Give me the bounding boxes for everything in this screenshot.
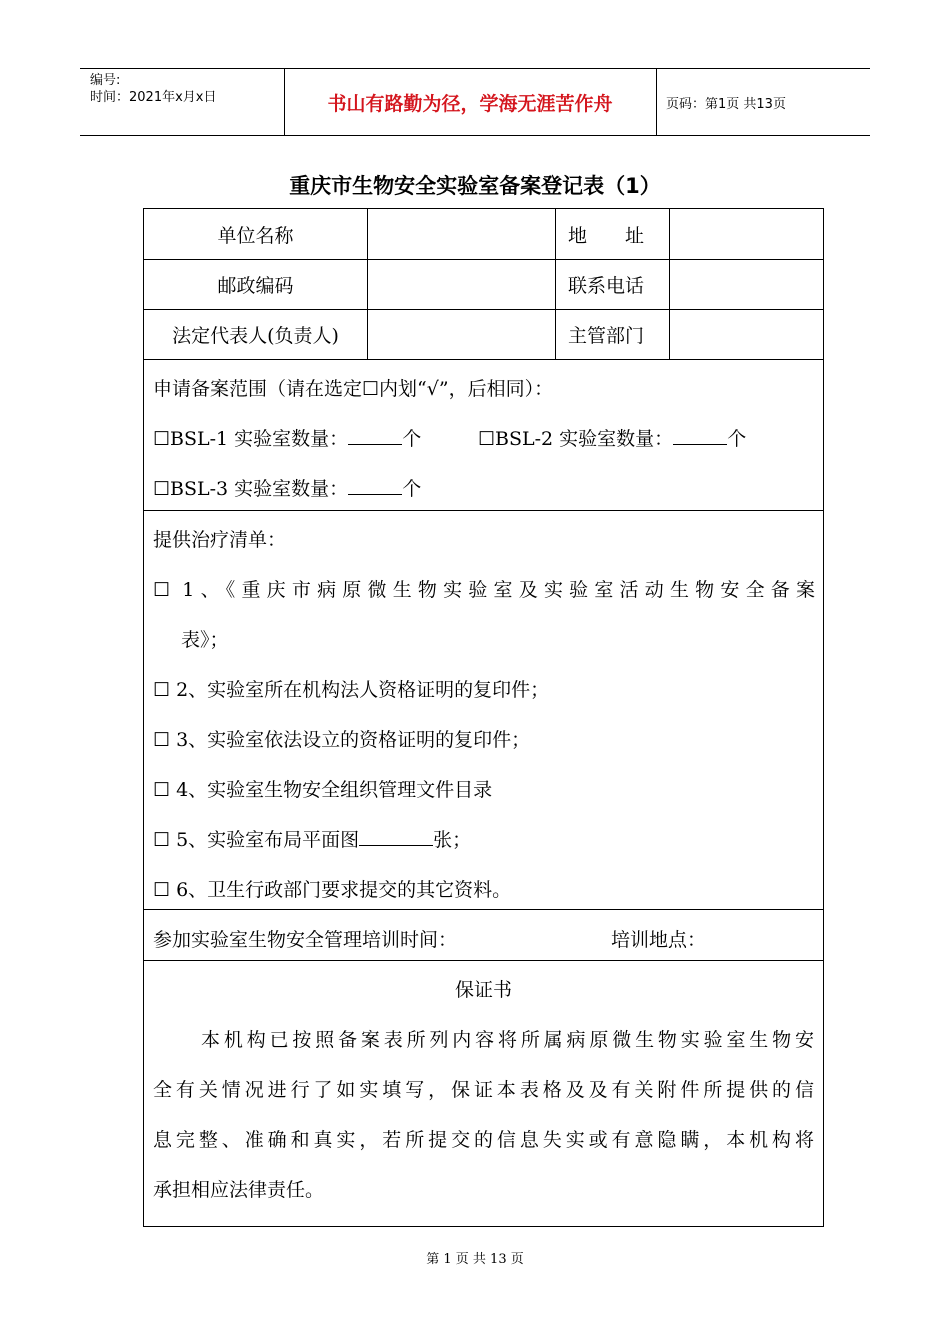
- row-divider: [144, 909, 823, 910]
- bsl3-label: ☐BSL-3 实验室数量：: [153, 478, 349, 500]
- materials-item-4[interactable]: ☐ 4、实验室生物安全组织管理文件目录: [153, 779, 493, 801]
- materials-heading: 提供治疗清单：: [153, 529, 287, 551]
- address-field[interactable]: [670, 209, 823, 259]
- unit-label: 个: [402, 428, 422, 450]
- unit-label: 个: [727, 428, 747, 450]
- item5-label: ☐ 5、实验室布局平面图: [153, 829, 360, 851]
- row-divider: [144, 510, 823, 511]
- materials-item-6[interactable]: ☐ 6、卫生行政部门要求提交的其它资料。: [153, 879, 512, 901]
- time-label: 时间：2021年x月x日: [90, 90, 217, 105]
- header-divider: [656, 68, 657, 136]
- unit-name-field[interactable]: [368, 209, 555, 259]
- column-divider: [555, 209, 556, 359]
- page-footer: 第 1 页 共 13 页: [426, 1252, 524, 1267]
- bsl1-label: ☐BSL-1 实验室数量：: [153, 428, 349, 450]
- address-label: 地 址: [568, 224, 645, 247]
- materials-item-5[interactable]: [153, 825, 471, 852]
- document-title: 重庆市生物安全实验室备案登记表（1）: [289, 174, 661, 198]
- scope-heading: 申请备案范围（请在选定☐内划“√”，后相同）：: [153, 378, 554, 400]
- header-meta: [90, 72, 216, 106]
- phone-label: 联系电话: [568, 274, 645, 297]
- postcode-label: 邮政编码: [217, 274, 294, 297]
- training-place-label: 培训地点：: [611, 929, 707, 951]
- department-field[interactable]: [670, 309, 823, 359]
- item5-unit: 张；: [433, 829, 472, 851]
- legal-rep-label: 法定代表人(负责人): [172, 324, 339, 347]
- guarantee-line-4: 承担相应法律责任。: [153, 1179, 325, 1201]
- unit-label: 个: [402, 478, 422, 500]
- header-page-info: 页码：第1页 共13页: [666, 96, 786, 112]
- postcode-field[interactable]: [368, 259, 555, 309]
- unit-name-label: 单位名称: [217, 224, 294, 247]
- materials-item-1[interactable]: ☐ 1、《重庆市病原微生物实验室及实验室活动生物安全备案: [153, 579, 815, 601]
- number-label: 编号:: [90, 73, 121, 88]
- floorplan-count-blank[interactable]: [359, 825, 433, 846]
- legal-rep-field[interactable]: [368, 309, 555, 359]
- row-divider: [144, 960, 823, 961]
- row-divider: [144, 359, 823, 360]
- phone-field[interactable]: [670, 259, 823, 309]
- bsl1-count-blank[interactable]: [348, 424, 402, 445]
- bsl2-label: ☐BSL-2 实验室数量：: [478, 428, 674, 450]
- registration-form: [143, 208, 824, 1227]
- bsl2-count-blank[interactable]: [673, 424, 727, 445]
- bsl1-line[interactable]: [153, 424, 421, 451]
- materials-item-1-cont: 表》；: [181, 629, 229, 651]
- guarantee-line-1: 本机构已按照备案表所列内容将所属病原微生物实验室生物安: [201, 1029, 814, 1051]
- bsl3-line[interactable]: [153, 474, 421, 501]
- guarantee-title: 保证书: [454, 979, 512, 1001]
- bsl3-count-blank[interactable]: [348, 474, 402, 495]
- page-header: [80, 68, 870, 136]
- materials-item-2[interactable]: ☐ 2、实验室所在机构法人资格证明的复印件；: [153, 679, 550, 701]
- guarantee-line-2: 全有关情况进行了如实填写，保证本表格及及有关附件所提供的信: [153, 1079, 814, 1101]
- training-time-label: 参加实验室生物安全管理培训时间：: [153, 929, 458, 951]
- materials-item-3[interactable]: ☐ 3、实验室依法设立的资格证明的复印件；: [153, 729, 531, 751]
- guarantee-line-3: 息完整、准确和真实，若所提交的信息失实或有意隐瞒，本机构将: [153, 1129, 814, 1151]
- header-motto: 书山有路勤为径，学海无涯苦作舟: [327, 92, 613, 115]
- department-label: 主管部门: [568, 324, 645, 347]
- bsl2-line[interactable]: [478, 424, 746, 451]
